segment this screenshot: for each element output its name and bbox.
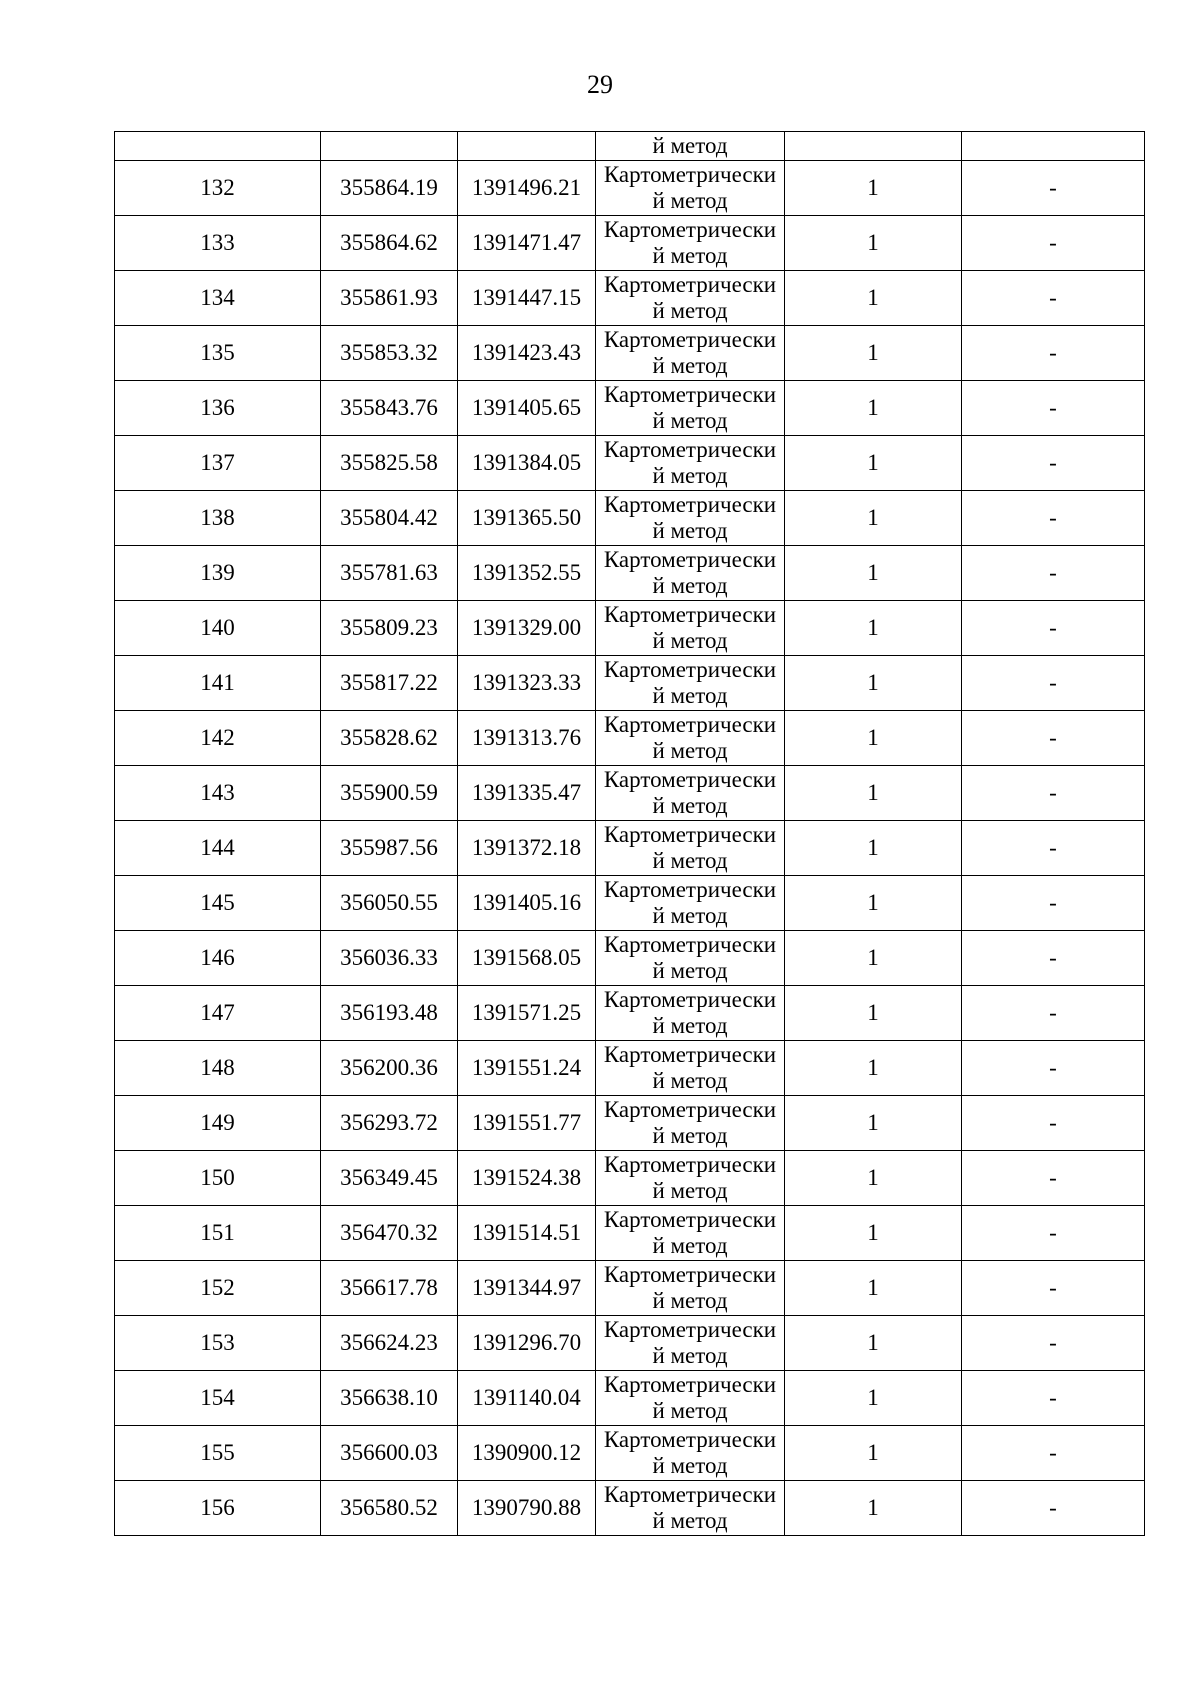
table-row [115, 766, 1145, 821]
method-line-1: Картометрически [603, 767, 777, 792]
note-cell: - [962, 326, 1145, 381]
point-number-cell: 145 [115, 876, 321, 931]
coordinates-table-body [115, 132, 1145, 1536]
table-row [115, 711, 1145, 766]
method-line-2: й метод [652, 1178, 728, 1203]
y-coordinate-cell: 1391471.47 [458, 216, 596, 271]
table-row [115, 821, 1145, 876]
method-line-2: й метод [652, 1453, 728, 1478]
point-number-cell: 153 [115, 1316, 321, 1371]
accuracy-cell [785, 132, 962, 161]
method-cell [596, 1206, 785, 1261]
table-row [115, 1096, 1145, 1151]
method-cell [596, 326, 785, 381]
method-line-2: й метод [652, 1288, 728, 1313]
method-line-2: й метод [652, 848, 728, 873]
x-coordinate-cell [321, 132, 458, 161]
note-cell: - [962, 161, 1145, 216]
point-number-cell: 133 [115, 216, 321, 271]
y-coordinate-cell: 1390790.88 [458, 1481, 596, 1536]
accuracy-cell: 1 [785, 216, 962, 271]
coordinates-table [114, 131, 1145, 1536]
table-row [115, 1206, 1145, 1261]
table-row [115, 436, 1145, 491]
method-cell [596, 711, 785, 766]
x-coordinate-cell: 355809.23 [321, 601, 458, 656]
method-line-1: Картометрически [603, 1042, 777, 1067]
y-coordinate-cell: 1391372.18 [458, 821, 596, 876]
method-line-2: й метод [652, 1068, 728, 1093]
method-cell [596, 1481, 785, 1536]
accuracy-cell: 1 [785, 436, 962, 491]
method-cell [596, 491, 785, 546]
point-number-cell: 154 [115, 1371, 321, 1426]
point-number-cell: 147 [115, 986, 321, 1041]
accuracy-cell: 1 [785, 1426, 962, 1481]
table-row [115, 491, 1145, 546]
method-line-2: й метод [652, 188, 728, 213]
x-coordinate-cell: 356193.48 [321, 986, 458, 1041]
y-coordinate-cell: 1391335.47 [458, 766, 596, 821]
table-row [115, 876, 1145, 931]
y-coordinate-cell: 1391329.00 [458, 601, 596, 656]
point-number-cell: 136 [115, 381, 321, 436]
method-line-1: Картометрически [603, 382, 777, 407]
method-cell [596, 601, 785, 656]
point-number-cell: 138 [115, 491, 321, 546]
method-cell [596, 1096, 785, 1151]
table-row [115, 326, 1145, 381]
point-number-cell: 155 [115, 1426, 321, 1481]
accuracy-cell: 1 [785, 1151, 962, 1206]
note-cell: - [962, 601, 1145, 656]
table-row [115, 1261, 1145, 1316]
x-coordinate-cell: 355864.19 [321, 161, 458, 216]
x-coordinate-cell: 356349.45 [321, 1151, 458, 1206]
y-coordinate-cell: 1391296.70 [458, 1316, 596, 1371]
note-cell: - [962, 271, 1145, 326]
method-line-1: Картометрически [603, 1317, 777, 1342]
x-coordinate-cell: 355843.76 [321, 381, 458, 436]
y-coordinate-cell: 1391447.15 [458, 271, 596, 326]
method-line-1: Картометрически [603, 1482, 777, 1507]
accuracy-cell: 1 [785, 986, 962, 1041]
table-row [115, 161, 1145, 216]
y-coordinate-cell: 1391405.65 [458, 381, 596, 436]
note-cell: - [962, 876, 1145, 931]
method-line-1: Картометрически [603, 932, 777, 957]
method-line-1: Картометрически [603, 1262, 777, 1287]
note-cell: - [962, 1261, 1145, 1316]
table-row [115, 1316, 1145, 1371]
y-coordinate-cell: 1391568.05 [458, 931, 596, 986]
note-cell: - [962, 1481, 1145, 1536]
note-cell: - [962, 1041, 1145, 1096]
note-cell: - [962, 711, 1145, 766]
accuracy-cell: 1 [785, 1041, 962, 1096]
x-coordinate-cell: 356200.36 [321, 1041, 458, 1096]
point-number-cell: 137 [115, 436, 321, 491]
y-coordinate-cell: 1391313.76 [458, 711, 596, 766]
table-row [115, 1041, 1145, 1096]
accuracy-cell: 1 [785, 491, 962, 546]
y-coordinate-cell: 1391344.97 [458, 1261, 596, 1316]
note-cell [962, 132, 1145, 161]
x-coordinate-cell: 356624.23 [321, 1316, 458, 1371]
method-line-1: Картометрически [603, 712, 777, 737]
note-cell: - [962, 656, 1145, 711]
method-cell [596, 1041, 785, 1096]
note-cell: - [962, 821, 1145, 876]
accuracy-cell: 1 [785, 1206, 962, 1261]
accuracy-cell: 1 [785, 271, 962, 326]
x-coordinate-cell: 355987.56 [321, 821, 458, 876]
method-line-1: Картометрически [603, 1207, 777, 1232]
x-coordinate-cell: 355825.58 [321, 436, 458, 491]
x-coordinate-cell: 355864.62 [321, 216, 458, 271]
table-row [115, 1481, 1145, 1536]
y-coordinate-cell: 1391496.21 [458, 161, 596, 216]
point-number-cell: 141 [115, 656, 321, 711]
x-coordinate-cell: 356036.33 [321, 931, 458, 986]
method-cell [596, 931, 785, 986]
method-line-2: й метод [652, 1013, 728, 1038]
method-line-1: Картометрически [603, 492, 777, 517]
point-number-cell: 143 [115, 766, 321, 821]
accuracy-cell: 1 [785, 821, 962, 876]
x-coordinate-cell: 356580.52 [321, 1481, 458, 1536]
method-cell [596, 381, 785, 436]
point-number-cell [115, 132, 321, 161]
method-line-1: Картометрически [603, 1152, 777, 1177]
y-coordinate-cell: 1391365.50 [458, 491, 596, 546]
method-cell [596, 1316, 785, 1371]
note-cell: - [962, 436, 1145, 491]
method-line-1: Картометрически [603, 987, 777, 1012]
note-cell: - [962, 766, 1145, 821]
method-cell [596, 1371, 785, 1426]
method-cell [596, 821, 785, 876]
x-coordinate-cell: 355853.32 [321, 326, 458, 381]
method-cell [596, 216, 785, 271]
accuracy-cell: 1 [785, 876, 962, 931]
note-cell: - [962, 1096, 1145, 1151]
note-cell: - [962, 1206, 1145, 1261]
note-cell: - [962, 546, 1145, 601]
point-number-cell: 139 [115, 546, 321, 601]
table-row [115, 601, 1145, 656]
x-coordinate-cell: 355781.63 [321, 546, 458, 601]
method-line-2: й метод [652, 683, 728, 708]
method-cell [596, 1261, 785, 1316]
table-row [115, 216, 1145, 271]
method-line-2: й метод [652, 298, 728, 323]
method-line-1: Картометрически [603, 547, 777, 572]
method-line-1: Картометрически [603, 437, 777, 462]
method-line-2: й метод [652, 408, 728, 433]
method-line-2: й метод [652, 1398, 728, 1423]
x-coordinate-cell: 356293.72 [321, 1096, 458, 1151]
method-line-2: й метод [652, 353, 728, 378]
x-coordinate-cell: 356050.55 [321, 876, 458, 931]
y-coordinate-cell: 1391352.55 [458, 546, 596, 601]
point-number-cell: 156 [115, 1481, 321, 1536]
note-cell: - [962, 491, 1145, 546]
method-cell [596, 986, 785, 1041]
method-line-1: Картометрически [603, 217, 777, 242]
method-line-1: Картометрически [603, 1372, 777, 1397]
method-line-2: й метод [652, 243, 728, 268]
note-cell: - [962, 1151, 1145, 1206]
x-coordinate-cell: 355804.42 [321, 491, 458, 546]
point-number-cell: 142 [115, 711, 321, 766]
point-number-cell: 148 [115, 1041, 321, 1096]
method-line-1: Картометрически [603, 162, 777, 187]
page-number: 29 [587, 70, 613, 99]
x-coordinate-cell: 355861.93 [321, 271, 458, 326]
method-cell [596, 766, 785, 821]
accuracy-cell: 1 [785, 766, 962, 821]
table-row [115, 1151, 1145, 1206]
method-line-1: Картометрически [603, 657, 777, 682]
y-coordinate-cell: 1391551.77 [458, 1096, 596, 1151]
y-coordinate-cell: 1391384.05 [458, 436, 596, 491]
point-number-cell: 150 [115, 1151, 321, 1206]
accuracy-cell: 1 [785, 656, 962, 711]
continuation-row [115, 132, 1145, 161]
table-row [115, 656, 1145, 711]
method-line-1: Картометрически [603, 602, 777, 627]
y-coordinate-cell: 1390900.12 [458, 1426, 596, 1481]
table-row [115, 1371, 1145, 1426]
x-coordinate-cell: 356470.32 [321, 1206, 458, 1261]
method-cell [596, 546, 785, 601]
method-cell: й метод [596, 132, 785, 161]
y-coordinate-cell [458, 132, 596, 161]
accuracy-cell: 1 [785, 546, 962, 601]
y-coordinate-cell: 1391524.38 [458, 1151, 596, 1206]
method-line-1: Картометрически [603, 1427, 777, 1452]
method-line-2: й метод [652, 518, 728, 543]
y-coordinate-cell: 1391514.51 [458, 1206, 596, 1261]
y-coordinate-cell: 1391423.43 [458, 326, 596, 381]
accuracy-cell: 1 [785, 711, 962, 766]
accuracy-cell: 1 [785, 381, 962, 436]
point-number-cell: 135 [115, 326, 321, 381]
method-line-2: й метод [652, 573, 728, 598]
point-number-cell: 149 [115, 1096, 321, 1151]
point-number-cell: 146 [115, 931, 321, 986]
table-row [115, 1426, 1145, 1481]
method-cell [596, 436, 785, 491]
accuracy-cell: 1 [785, 931, 962, 986]
accuracy-cell: 1 [785, 1371, 962, 1426]
x-coordinate-cell: 355817.22 [321, 656, 458, 711]
note-cell: - [962, 1371, 1145, 1426]
method-cell [596, 656, 785, 711]
method-cell [596, 1151, 785, 1206]
point-number-cell: 132 [115, 161, 321, 216]
note-cell: - [962, 1426, 1145, 1481]
point-number-cell: 144 [115, 821, 321, 876]
x-coordinate-cell: 356638.10 [321, 1371, 458, 1426]
x-coordinate-cell: 356617.78 [321, 1261, 458, 1316]
note-cell: - [962, 216, 1145, 271]
method-line-2: й метод [652, 903, 728, 928]
method-cell [596, 876, 785, 931]
point-number-cell: 140 [115, 601, 321, 656]
method-cell [596, 1426, 785, 1481]
method-line-1: Картометрически [603, 327, 777, 352]
method-line-1: Картометрически [603, 1097, 777, 1122]
y-coordinate-cell: 1391323.33 [458, 656, 596, 711]
table-row [115, 931, 1145, 986]
method-line-2: й метод [652, 1343, 728, 1368]
table-row [115, 381, 1145, 436]
accuracy-cell: 1 [785, 161, 962, 216]
accuracy-cell: 1 [785, 1481, 962, 1536]
method-line-2: й метод [652, 628, 728, 653]
y-coordinate-cell: 1391140.04 [458, 1371, 596, 1426]
note-cell: - [962, 1316, 1145, 1371]
method-line-1: Картометрически [603, 272, 777, 297]
method-line-2: й метод [652, 1123, 728, 1148]
method-line-1: Картометрически [603, 877, 777, 902]
y-coordinate-cell: 1391551.24 [458, 1041, 596, 1096]
point-number-cell: 134 [115, 271, 321, 326]
table-row [115, 986, 1145, 1041]
note-cell: - [962, 381, 1145, 436]
x-coordinate-cell: 356600.03 [321, 1426, 458, 1481]
note-cell: - [962, 931, 1145, 986]
method-cell [596, 271, 785, 326]
y-coordinate-cell: 1391571.25 [458, 986, 596, 1041]
table-row [115, 546, 1145, 601]
method-line-2: й метод [652, 738, 728, 763]
accuracy-cell: 1 [785, 1316, 962, 1371]
point-number-cell: 151 [115, 1206, 321, 1261]
y-coordinate-cell: 1391405.16 [458, 876, 596, 931]
table-row [115, 271, 1145, 326]
method-line-2: й метод [652, 463, 728, 488]
method-line-1: Картометрически [603, 822, 777, 847]
x-coordinate-cell: 355900.59 [321, 766, 458, 821]
method-line-2: й метод [652, 793, 728, 818]
accuracy-cell: 1 [785, 601, 962, 656]
method-line-2: й метод [652, 958, 728, 983]
x-coordinate-cell: 355828.62 [321, 711, 458, 766]
method-cell [596, 161, 785, 216]
note-cell: - [962, 986, 1145, 1041]
method-line-2: й метод [652, 1233, 728, 1258]
accuracy-cell: 1 [785, 1096, 962, 1151]
point-number-cell: 152 [115, 1261, 321, 1316]
method-line-2: й метод [652, 1508, 728, 1533]
accuracy-cell: 1 [785, 1261, 962, 1316]
accuracy-cell: 1 [785, 326, 962, 381]
